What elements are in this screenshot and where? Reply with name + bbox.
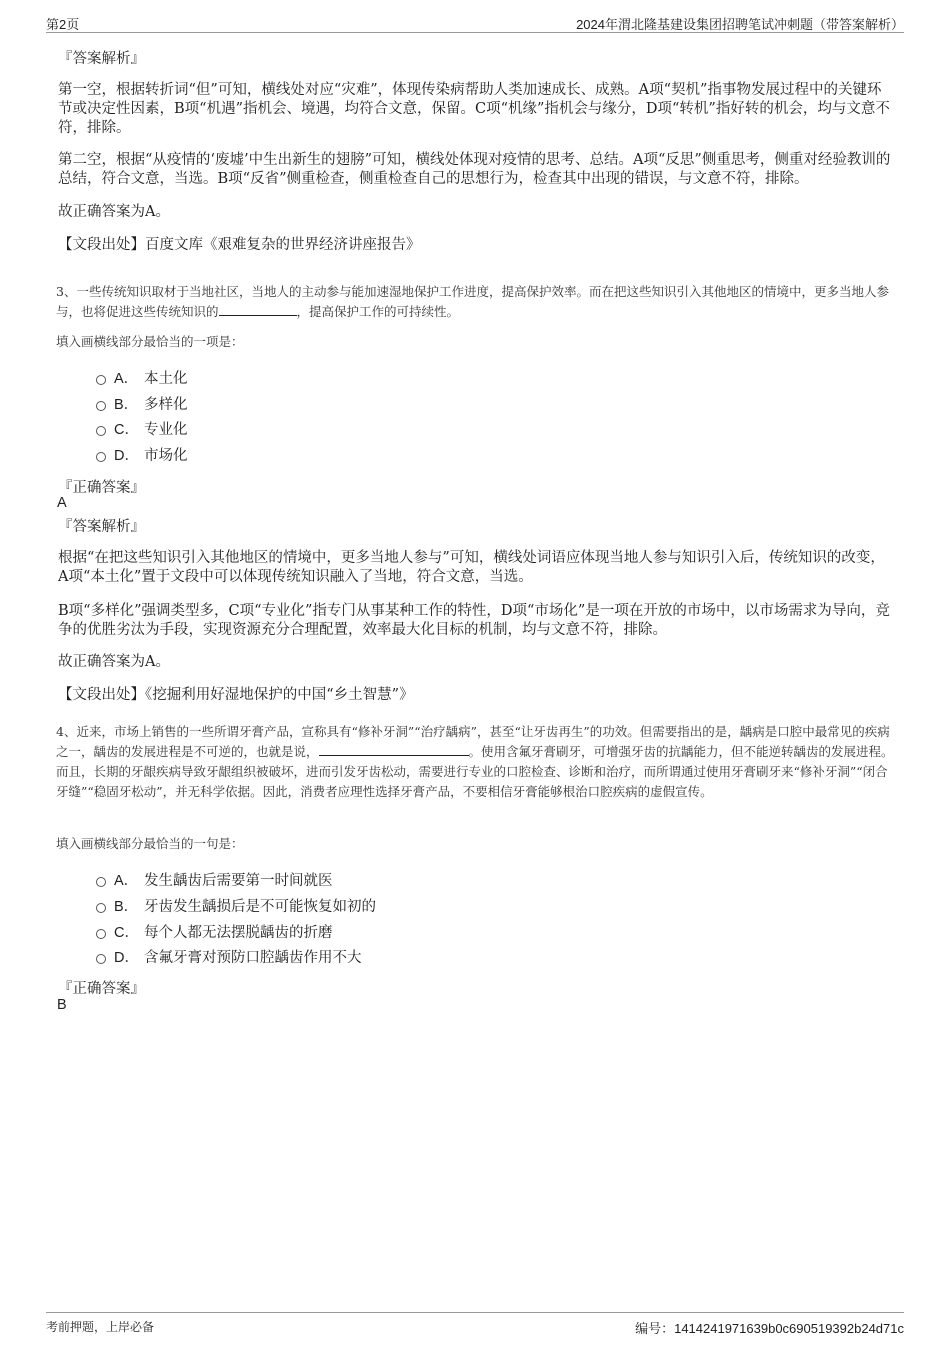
q3-stem-before: 3、一些传统知识取材于当地社区，当地人的主动参与能加速湿地保护工作进度，提高保护效率。而在把这些知识引入其他地区的情境中，更多当地人参与，也将促进这些传统知识的 — [56, 284, 889, 319]
option-letter: A． — [114, 873, 139, 889]
option-letter: C． — [114, 422, 139, 438]
page-footer — [46, 1312, 904, 1335]
option-text: 牙齿发生龋损后是不可能恢复如初的 — [144, 899, 376, 915]
option-letter: A． — [114, 371, 139, 387]
document-serial: 编号：1414241971639b0c690519392b24d71c — [635, 1321, 904, 1336]
q2-analysis-paragraph-1: 第一空，根据转折词“但”可知，横线处对应“灾难”，体现传染病帮助人类加速成长、成熟。A项“契机”指事物发展过程中的关键环节或决定性因素，B项“机遇”指机会、境遇，均符合文意，保留。C项“机缘”指机会与缘分，D项“转机”指好转的机会，均与文意不符，排除。 — [58, 82, 890, 136]
option-text: 市场化 — [144, 448, 188, 464]
q3-blank — [219, 303, 297, 316]
q2-source: 【文段出处】百度文库《艰难复杂的世界经济讲座报告》 — [58, 237, 421, 253]
page-header — [46, 14, 904, 33]
radio-icon[interactable] — [96, 954, 106, 964]
option-text: 发生龋齿后需要第一时间就医 — [144, 873, 333, 889]
q3-stem-after: ，提高保护工作的可持续性。 — [296, 304, 460, 319]
q2-conclusion: 故正确答案为A。 — [58, 204, 170, 220]
q4-blank — [319, 743, 469, 756]
radio-icon[interactable] — [96, 903, 106, 913]
radio-icon[interactable] — [96, 452, 106, 462]
radio-icon[interactable] — [96, 929, 106, 939]
q4-stem-before: 4、近来，市场上销售的一些所谓牙膏产品，宣称具有“修补牙洞”“治疗龋病”，甚至“让牙齿再生”的功效。但需要指出的是，龋病是口腔中最常见的疾病之一，龋齿的发展进程是不可逆的，也就是说， — [56, 724, 890, 759]
radio-icon[interactable] — [96, 401, 106, 411]
option-text: 含氟牙膏对预防口腔龋齿作用不大 — [144, 950, 362, 966]
q4-prompt: 填入画横线部分最恰当的一句是： — [56, 836, 244, 851]
q4-stem-after: 。使用含氟牙膏刷牙，可增强牙齿的抗龋能力，但不能逆转龋齿的发展进程。而且，长期的牙龈疾病导致牙龈组织被破坏，进而引发牙齿松动，需要进行专业的口腔检查、诊断和治疗，而所谓通过使用牙膏刷牙来“修补牙洞”“闭合牙缝”“稳固牙松动”，并无科学依据。因此，消费者应理性选择牙膏产品，不要相信牙膏能够根治口腔疾病的虚假宣传。 — [56, 744, 894, 799]
q3-stem — [56, 282, 898, 322]
q3-correct-label: 『正确答案』 — [58, 480, 145, 496]
q4-correct-answer: B — [57, 997, 67, 1013]
q3-analysis-paragraph-2: B项“多样化”强调类型多，C项“专业化”指专门从事某种工作的特性，D项“市场化”是一项在开放的市场中，以市场需求为导向，竞争的优胜劣汰为手段，实现资源充分合理配置，效率最大化目标的机制，均与文意不符，排除。 — [58, 603, 890, 638]
option-letter: C． — [114, 925, 139, 941]
q3-correct-answer: A — [57, 495, 67, 511]
footer-slogan: 考前押题，上岸必备 — [46, 1320, 155, 1334]
option-letter: B． — [114, 899, 139, 915]
q2-analysis-label: 『答案解析』 — [58, 51, 145, 67]
q3-analysis-paragraph-1: 根据“在把这些知识引入其他地区的情境中，更多当地人参与”可知，横线处词语应体现当地人参与知识引入后，传统知识的改变，A项“本土化”置于文段中可以体现传统知识融入了当地，符合文意，当选。 — [58, 550, 885, 585]
q3-analysis-label: 『答案解析』 — [58, 519, 145, 535]
option-text: 本土化 — [144, 371, 188, 387]
q3-source: 【文段出处】《挖掘利用好湿地保护的中国“乡土智慧”》 — [58, 687, 414, 703]
q4-correct-label: 『正确答案』 — [58, 981, 145, 997]
option-letter: D． — [114, 950, 139, 966]
q3-conclusion: 故正确答案为A。 — [58, 654, 170, 670]
radio-icon[interactable] — [96, 375, 106, 385]
radio-icon[interactable] — [96, 877, 106, 887]
option-letter: B． — [114, 397, 139, 413]
option-text: 每个人都无法摆脱龋齿的折磨 — [144, 925, 333, 941]
q3-prompt: 填入画横线部分最恰当的一项是： — [56, 334, 244, 349]
q2-analysis-paragraph-2: 第二空，根据“从疫情的‘废墟’中生出新生的翅膀”可知，横线处体现对疫情的思考、总结。A项“反思”侧重思考，侧重对经验教训的总结，符合文意，当选。B项“反省”侧重检查，侧重检查自己的思想行为，检查其中出现的错误，与文意不符，排除。 — [58, 152, 891, 187]
q4-stem — [56, 722, 898, 802]
option-letter: D． — [114, 448, 139, 464]
page-number: 第2页 — [46, 17, 80, 32]
radio-icon[interactable] — [96, 426, 106, 436]
option-text: 多样化 — [144, 397, 188, 413]
document-title: 2024年渭北隆基建设集团招聘笔试冲刺题（带答案解析） — [576, 17, 904, 32]
option-text: 专业化 — [144, 422, 188, 438]
